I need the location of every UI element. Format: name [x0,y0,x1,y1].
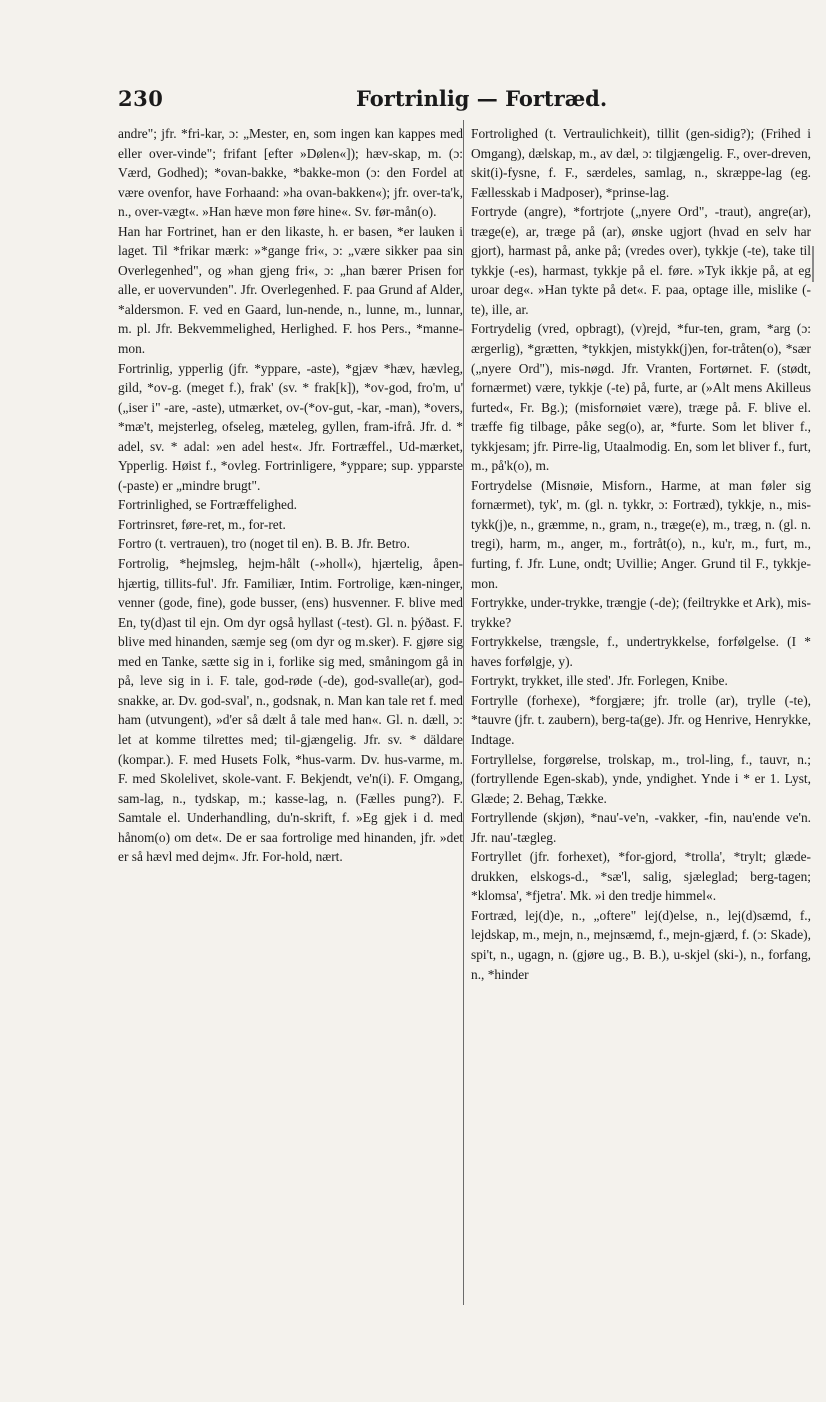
right-column [471,124,811,984]
page-number: 230 [118,86,164,111]
entry-fortryllende: Fortryllende (skjøn), *nau'-ve'n, -vakker, -fin, nau'ende ve'n. Jfr. nau'-tægleg. [471,810,811,845]
entry-fortrinlig: Fortrinlig, ypperlig (jfr. *yppare, -aste), *gjæv *hæv, hævleg, gild, *ov-g. (meget f.), frak' (sv. * frak[k]), *ov-god, fro'm, u' („iser i" -are, -aste), utmærket, ov-(*ov-gut, -kar, -man), *overs, *mæ't, mejsterleg, ofseleg, mæteleg, gyllen, fram-ifrå. Jfr. d. * adel, sv. * adal: »en adel hest«. Jfr. Fortræffel., Ud-mærket, Ypperlig. Høist f., *ovleg. Fortrinligere, *yppare; sup. ypparste (-paste) er „mindre brugt". [118,360,463,493]
page-header [118,86,808,114]
entry-fortrykke: Fortrykke, under-trykke, trængje (-de); (feiltrykke et Ark), mis-trykke? [471,595,811,630]
entry-fortryllelse: Fortryllelse, forgørelse, trolskap, m., trol-ling, f., tauvr, n.; (fortryllende Egen-skab), ynde, yndighet. Ynde i * er 1. Lyst, Glæde; 2. Behag, Tække. [471,751,811,806]
entry-fortro: Fortro (t. vertrauen), tro (noget til en). B. B. Jfr. Betro. [118,536,410,552]
entry-fortrinlighed: Fortrinlighed, se Fortræffelighed. [118,497,298,513]
entry-fortrykkelse: Fortrykkelse, trængsle, f., undertrykkelse, forfølgelse. (I * haves forfølgje, y). [471,634,811,669]
entry-han-har-fortrinet: Han har Fortrinet, han er den likaste, h. er basen, *er lauken i laget. Til *frikar mærk: »*gange fri«, ɔ: „være sikker paa sin Overlegenhed", og »han gjeng fri«, ɔ: „han bærer Prisen for alle, er uovervunden". Jfr. Overlegenhed. F. paa Grund af Alder, *aldersmon. F. ved en Gaard, lun-nende, n., lunne, m., lunnar, m. pl. Jfr. Bekvemmelighed, Herlighed. F. hos Pers., *manne-mon. [118,223,463,357]
running-head: Fortrinlig — Fortræd. [356,86,608,111]
left-column [118,124,463,867]
entry-fortryllet: Fortryllet (jfr. forhexet), *for-gjord, *trolla', *trylt; glæde-drukken, elskogs-d., *sæ'l, salig, sjæleglad; berg-tagen; *klomsa', *fjetra'. Mk. »i den tredje himmel«. [471,849,811,904]
entry-andre: andre"; jfr. *fri-kar, ɔ: „Mester, en, som ingen kan kappes med eller over-vinde"; frifant [efter »Dølen«]); hæv-skap, m. (ɔ: Værd, Godhed); *ovan-bakke, *bakke-mon (ɔ: den Fordel at være ovenfor, have Forhaand: »ha ovan-bakken«); jfr. over-ta'k, n., over-vægt«. »Han hæve mon føre hine«. Sv. før-mån(o). [118,126,463,220]
margin-mark [812,246,821,282]
entry-fortraed: Fortræd, lej(d)e, n., „oftere" lej(d)else, n., lej(d)sæmd, f., lejdskap, m., mejn, n., mejnsæmd, f., mejn-gjærd, f. (ɔ: Skade), spi't, n., ugagn, n. (gjøre ug., B. B.), u-skjel (ski-), n., forfang, n., *hinder [471,907,811,982]
entry-fortrykt: Fortrykt, trykket, ille sted'. Jfr. Forlegen, Knibe. [471,673,728,689]
entry-fortrydelig: Fortrydelig (vred, opbragt), (v)rejd, *fur-ten, gram, *arg (ɔ: ærgerlig), *grætten, *tykkjen, mistykk(j)en, for-tråten(o), *sær („nyere Ord"), mis-nøgd. Jfr. Vranten, Fortørnet. F. (stødt, fornærmet) være, tykkje (-te) på, furte, ar (»Alt mens Akilleus furted«, Fr. Bg.); (misfornøiet være), træge på. F. blive el. træffe fig tilbage, påke seg(o), ar, *furte. Som let bliver f., tykkjesam; jfr. Pirre-lig, Utaalmodig. En, som let bliver f., furt, m., på'k(o), m. [471,321,811,474]
entry-fortrydelse: Fortrydelse (Misnøie, Misforn., Harme, at man føler sig fornærmet), tyk', m. (gl. n. tykkr, ɔ: Fortræd), tykkje, n., mis-tykk(j)e, n., græmme, n., gram, n., træge(e), m., træg, n. (gl. n. tregi), harm, m., anger, m., fortråt(o), n., ku'r, m., furt, m., furting, f. Jfr. Lune, ondt; Uvillie; Anger. Grund til F., tykkje-mon. [471,477,811,591]
column-divider [463,120,464,1305]
entry-fortrinsret: Fortrinsret, føre-ret, m., for-ret. [118,516,286,532]
entry-fortryde: Fortryde (angre), *fortrjote („nyere Ord", -traut), angre(ar), træge(e), ar, træge på (ar), ønske ugjort (hvad en selv har gjort), harmast på, anke på; (vredes over), tykkje (-te), take til tykkje (-es), harmast, tykkje på el. føre. »Tyk ikkje på, at eg uroar deg«. »Han tykte på det«. F. paa, optage ille, mislike (-te), ille, ar. [471,204,811,317]
entry-fortrolig: Fortrolig, *hejmsleg, hejm-hålt (-»holl«), hjærtelig, åpen-hjærtig, tillits-ful'. Jfr. Familiær, Intim. Fortrolige, kæn-ninger, venner (gode, fine), gode busser, (ens) husvenner. F. blive med En, ty(d)ast til ejn. Om dyr også hyllast (-test). Gl. n. þýðast. F. blive med hinanden, sæmje seg (om dyr og m.sker). F. gjøre sig med en Tanke, sætte sig in i, forlike sig med, småningom gå in på, leve sig in i. F. tale, god-røde (-de), god-svalle(ar), god-snakke, ar. Dv. god-sval', n., godsnak, n. Man kan tale ret f. med ham (utvungent), »d'er så dælt å tale med han«. Gl. n. dæll, ɔ: let at komme tilrettes med; til-gjængelig. Jfr. sv. * däldare (kompar.). F. med Husets Folk, *hus-varm. Dv. hus-varme, m. F. med Skolelivet, skole-vant. F. Bekjendt, ve'n(i). F. Omgang, sam-lag, n., tydskap, m.; kasse-lag, n. (Fælles pung?). F. Samtale el. Underhandling, du'n-skrift, f. »Eg gjek i d. med hånom(o) om det«. De er saa fortrolige med hinanden, jfr. »det er så hævl med dejm«. Jfr. For-hold, nært. [118,556,463,865]
entry-fortrolighed: Fortrolighed (t. Vertraulichkeit), tillit (gen-sidig?); (Frihed i Omgang), dælskap, m., av dæl, ɔ: tilgjængelig. F., over-dreven, skit(i)-fysne, f. F., særdeles, samlag, n., skræppe-lag (eg. Fællesskab i Madposer), *prinse-lag. [471,126,811,200]
entry-fortrylle: Fortrylle (forhexe), *forgjære; jfr. trolle (ar), trylle (-te), *tauvre (jfr. t. zaubern), berg-ta(ge). Jfr. og Henrive, Henrykke, Indtage. [471,692,811,747]
